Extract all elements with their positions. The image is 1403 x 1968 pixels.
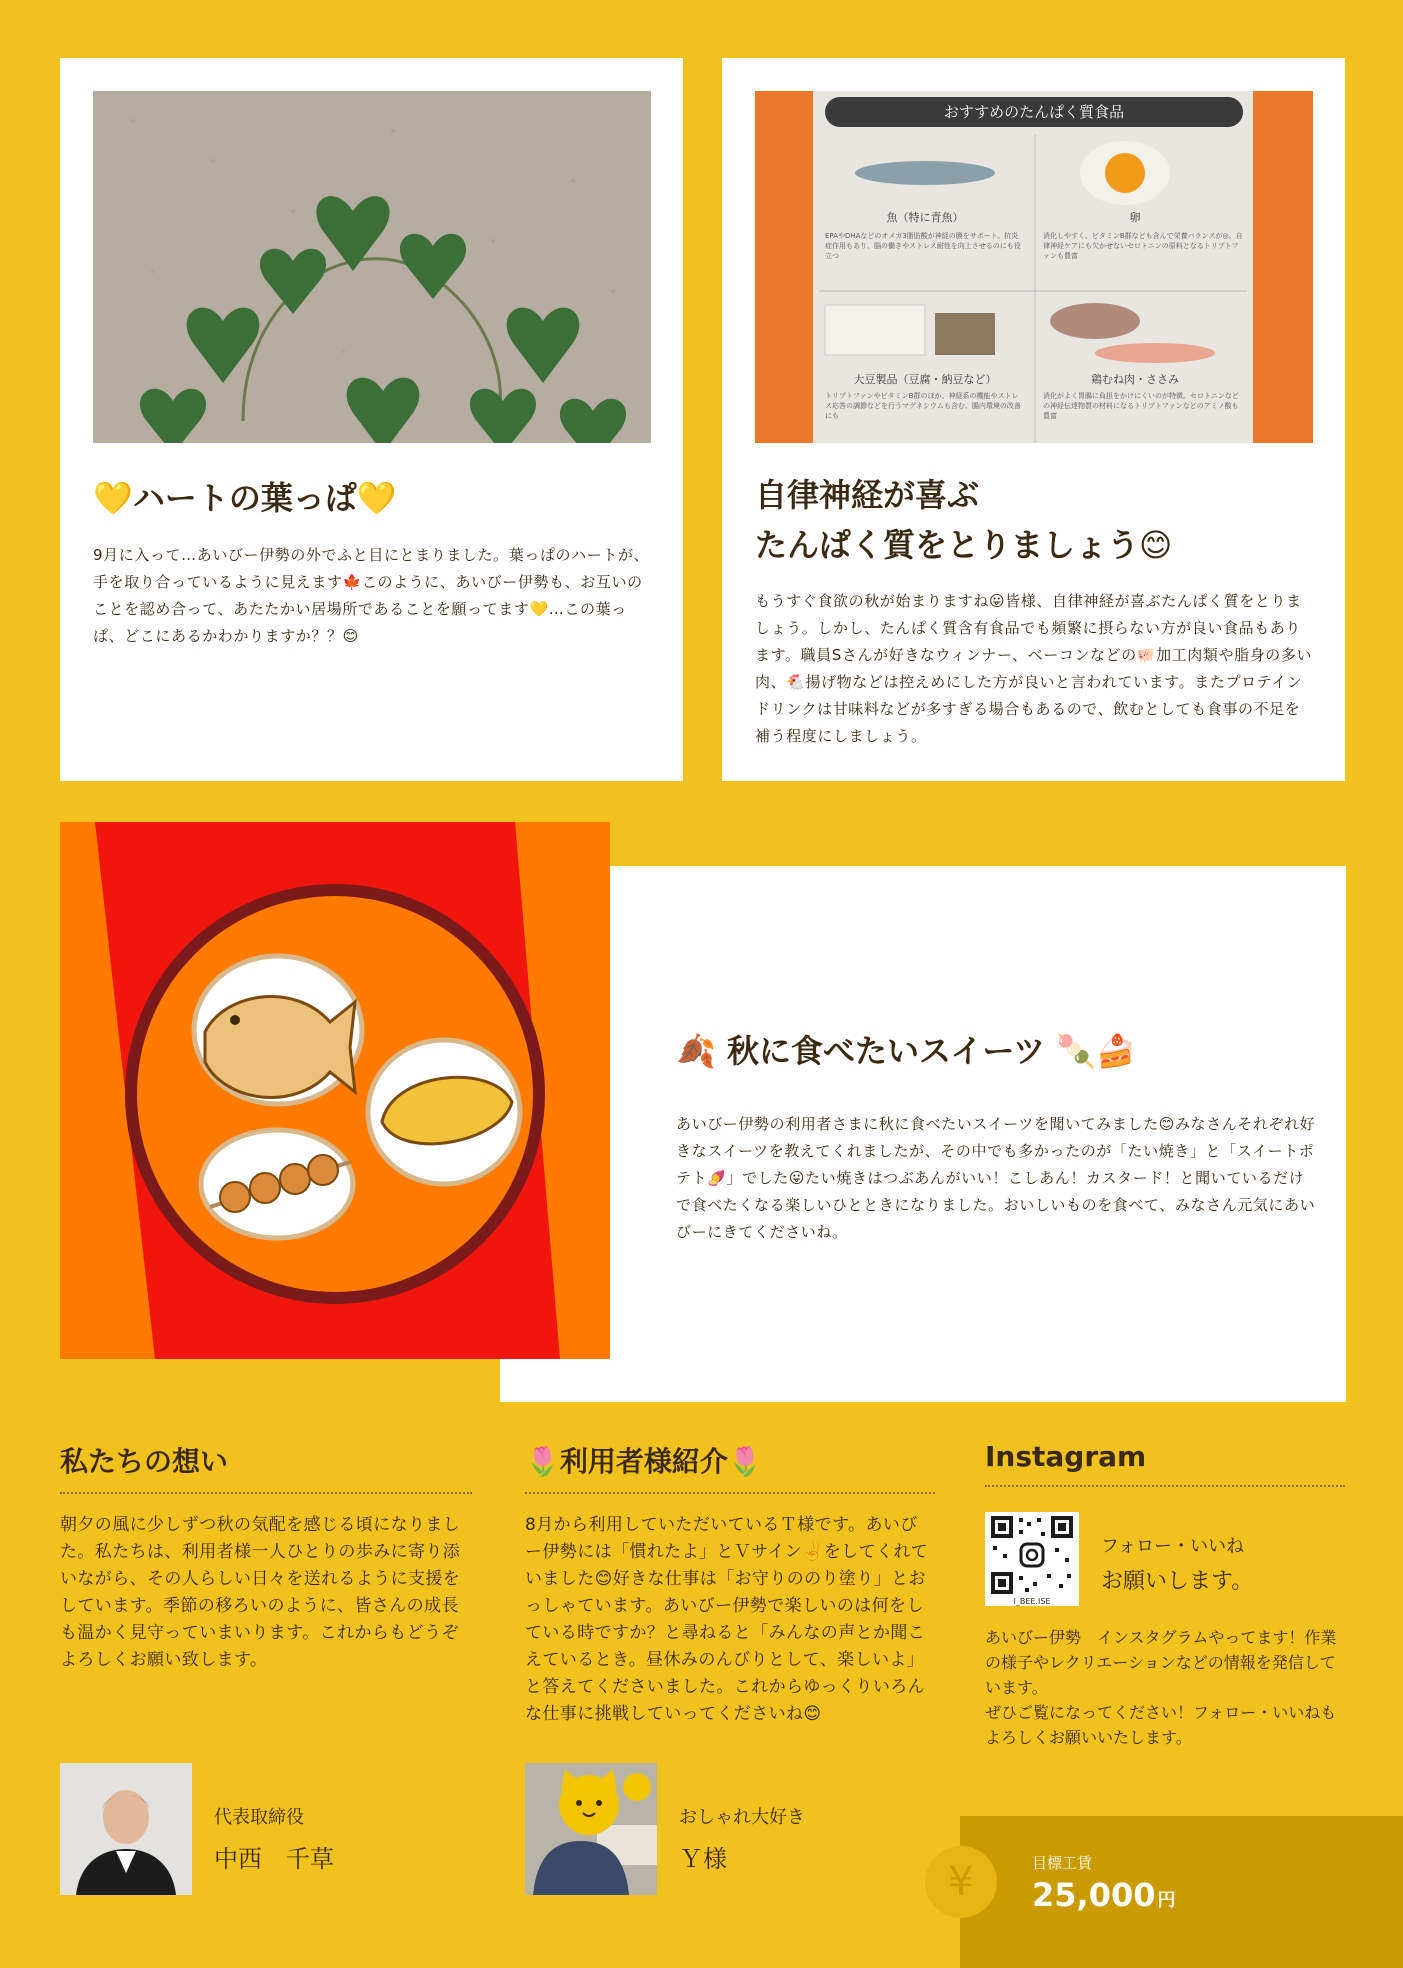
autumn-sweets-title: 🍂 秋に食べたいスイーツ 🍡🍰 [676,1032,1136,1070]
representative-role: 代表取締役 [214,1807,304,1828]
target-wage-box [948,1816,1403,1968]
protein-image-fish-desc: EPAやDHAなどのオメガ3脂肪酸が神経の膜をサポート。抗炎症作用もあり、脳の働きやストレス耐性を向上させるのにも役立つ [825,232,1021,260]
our-thoughts-section [60,1440,472,1674]
user-photo [525,1763,657,1895]
protein-image-egg: 卵 [1129,211,1141,224]
protein-image-soy: 大豆製品（豆腐・納豆など） [853,373,997,386]
heart-leaf-text: 9月に入って…あいびー伊勢の外でふと目にとまりました。葉っぱのハートが、手を取り合っているように見えます🍁このように、あいびー伊勢も、お互いのことを認め合って、あたたかい居場所であることを願ってます💛…この葉っぱ、どこにあるかわかりますか？？😊 [93,546,650,645]
protein-title-line1: 自律神経が喜ぶ [755,476,980,514]
heart-leaf-title: 💛ハートの葉っぱ💛 [93,479,397,517]
heart-leaf-card [60,58,683,781]
protein-text: もうすぐ食欲の秋が始まりますね😛皆様、自律神経が喜ぶたんぱく質をとりましょう。しかし、たんぱく質含有食品でも頻繁に摂らない方が良い食品もあります。職員Sさんが好きなウィンナー、ベーコンなどの🐖加工肉類や脂身の多い肉、🐔揚げ物などは控えめにした方が良いと言われています。またプロテインドリンクは甘味料などが多すぎる場合もあるので、飲むとしても食事の不足を補う程度にしましょう。 [755,592,1313,745]
target-wage-unit: 円 [1157,1890,1176,1911]
target-wage-amount: 25,000 [1032,1876,1156,1914]
instagram-section [985,1440,1345,1747]
sweets-illustration [60,822,610,1359]
user-intro-text: 8月から利用していただいているＴ様です。あいびー伊勢には「慣れたよ」とＶサイン✌️をしてくれていました😊好きな仕事は「お守りののり塗り」とおっしゃています。あいびー伊勢で楽しいのは何をしている時ですか？と尋ねると「みんなの声とか聞こえているとき。昼休みのんびりとして、楽しいよ」と答えてくださいました。これからゆっくりいろんな仕事に挑戦していってくださいね😊 [525,1515,929,1724]
protein-image-chicken-desc: 消化がよく胃腸に負担をかけにくいのが特徴。セロトニンなどの神経伝達物質の材料になるトリプトファンなどのアミノ酸も豊富 [1043,392,1239,420]
user-name: Ｙ様 [679,1845,727,1873]
protein-image-egg-desc: 消化しやすく、ビタミンB群なども含んで栄養バランスが◎。自律神経ケアにも欠かせないセロトニンの原料となるトリプトファンも豊富 [1043,232,1243,260]
user-intro-title: 🌷利用者様紹介🌷 [525,1440,935,1494]
instagram-title: Instagram [985,1440,1345,1487]
representative-avatar [60,1763,192,1895]
protein-image-fish: 魚（特に青魚） [886,211,964,224]
instagram-follow-line1: フォロー・いいね [1101,1536,1245,1557]
instagram-qr-code[interactable] [985,1512,1079,1606]
protein-image-header: おすすめのたんぱく質食品 [943,103,1125,121]
yen-icon: ¥ [925,1846,997,1918]
our-thoughts-text: 朝夕の風に少しずつ秋の気配を感じる頃になりました。私たちは、利用者様一人ひとりの歩みに寄り添いながら、その人らしい日々を送れるように支援をしています。季節の移ろいのように、皆さんの成長も温かく見守っていまいります。これからもどうぞよろしくお願い致します。 [60,1515,461,1670]
user-role: おしゃれ大好き [679,1807,805,1828]
target-wage-value [1032,1876,1175,1914]
ivy-leaf-photo [93,91,651,443]
autumn-sweets-card [500,866,1346,1402]
user-intro-section [525,1440,935,1728]
autumn-sweets-text: あいびー伊勢の利用者さまに秋に食べたいスイーツを聞いてみました😊みなさんそれぞれ好きなスイーツを教えてくれましたが、その中でも多かったのが「たい焼き」と「スイートポテト🍠」でした😛たい焼きはつぶあんがいい！こしあん！カスタード！と聞いているだけで食べたくなる楽しいひとときになりました。おいしいものを食べて、みなさん元気にあいびーにきてくださいね。 [676,1115,1316,1241]
our-thoughts-title: 私たちの想い [60,1440,472,1494]
protein-card [722,58,1345,781]
protein-foods-photo [755,91,1313,443]
protein-title [755,470,1172,570]
representative-name: 中西 千草 [214,1845,334,1873]
instagram-account-id: I_BEE.ISE [1013,1597,1051,1606]
instagram-follow-line2: お願いします。 [1101,1569,1254,1594]
protein-title-line2: たんぱく質をとりましょう😊 [755,526,1173,564]
protein-image-soy-desc: トリプトファンやビタミンB群のほか、神経系の機能やストレス応答の調節などを行うマグネシウムも含む。腸内環境の改善にも [825,392,1021,420]
target-wage-label: 目標工賃 [1032,1854,1093,1872]
protein-image-chicken: 鶏むね肉・ささみ [1091,373,1179,386]
instagram-description: あいびー伊勢 インスタグラムやってます！作業の様子やレクリエーションなどの情報を発信しています。 ぜひご覧になってください！フォロー・いいねもよろしくお願いいたします。 [985,1628,1337,1747]
